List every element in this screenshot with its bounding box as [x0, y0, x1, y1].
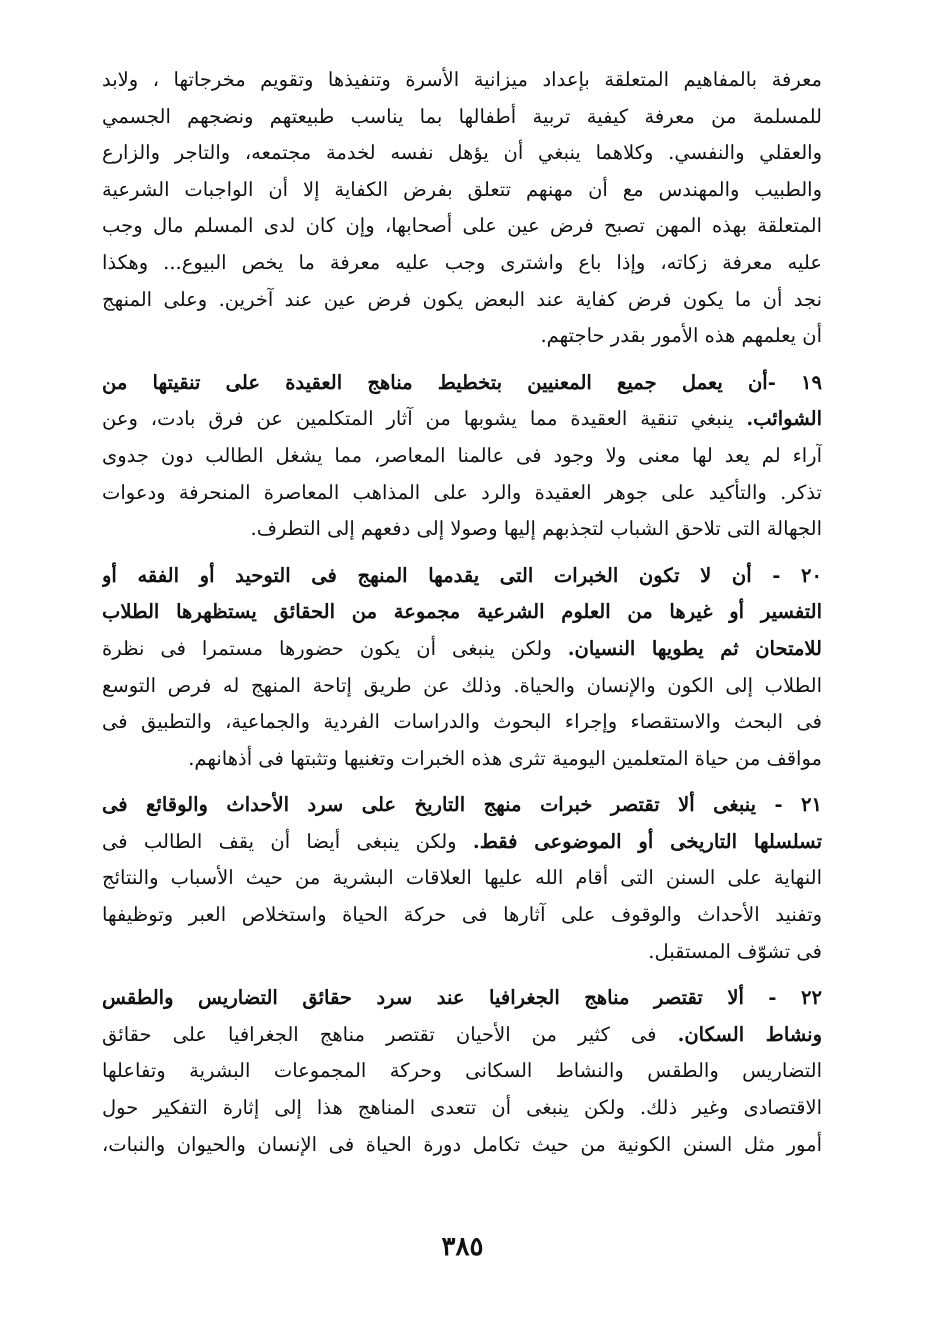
item-22-heading: ٢٢ - ألا تقتصر مناهج الجغرافيا عند سرد حقائق التضاريس والطقس [102, 986, 822, 1010]
item-21-text: ولكن ينبغى أيضا أن يقف الطالب فى [102, 829, 473, 853]
item-22-text: فى كثير من الأحيان تقتصر مناهج الجغرافيا على حقائق [102, 1022, 678, 1046]
item-20-heading-end: للامتحان ثم يطويها النسيان. [567, 636, 822, 660]
paragraph-gap [102, 970, 822, 980]
body-text [102, 62, 822, 1163]
text-line [102, 1017, 822, 1054]
item-19-text: ينبغي تنقية العقيدة مما يشوبها من آثار المتكلمين عن فرق بادت، وعن [102, 407, 747, 431]
item-20-heading: ٢٠ - أن لا تكون الخبرات التى يقدمها المنهج فى التوحيد أو الفقه أو [102, 563, 822, 587]
intro-paragraph [102, 62, 822, 355]
text-line: آراء لم يعد لها معنى ولا وجود فى عالمنا المعاصر، مما يشغل الطالب دون جدوى [102, 443, 822, 467]
item-19 [102, 365, 822, 548]
item-19-heading: ١٩ -أن يعمل جميع المعنيين بتخطيط مناهج العقيدة على تنقيتها من [102, 370, 822, 394]
item-22 [102, 980, 822, 1163]
text-line: والعقلي والنفسي. وكلاهما ينبغي أن يؤهل نفسه لخدمة مجتمعه، والتاجر والزارع [102, 141, 822, 165]
text-line: للمسلمة من معرفة كيفية تربية أطفالها بما يناسب طبيعتهم ونضجهم الجسمي [102, 104, 822, 128]
item-22-heading-end: ونشاط السكان. [677, 1022, 822, 1046]
text-line: نجد أن ما يكون فرض كفاية عند البعض يكون فرض عين عند آخرين. وعلى المنهج [102, 287, 822, 311]
text-line: الطلاب إلى الكون والإنسان والحياة. وذلك عن طريق إتاحة المنهج له فرص التوسع [102, 673, 822, 697]
text-line: فى تشوّف المستقبل. [648, 939, 822, 963]
text-line: وتفنيد الأحداث والوقوف على آثارها فى حركة الحياة واستخلاص العبر وتوظيفها [102, 903, 822, 927]
text-line: المتعلقة بهذه المهن تصبح فرض عين على أصحابها، وإن كان لدى المسلم مال وجب [102, 214, 822, 238]
item-19-heading-end: الشوائب. [746, 407, 822, 431]
item-20-text: ولكن ينبغى أن يكون حضورها مستمرا فى نظرة [102, 636, 568, 660]
paragraph-gap [102, 777, 822, 787]
paragraph-gap [102, 548, 822, 558]
item-21-heading: ٢١ - ينبغى ألا تقتصر خبرات منهج التاريخ على سرد الأحداث والوقائع فى [102, 793, 822, 817]
text-line: أمور مثل السنن الكونية من حيث تكامل دورة الحياة فى الإنسان والحيوان والنبات، [102, 1132, 822, 1156]
item-20 [102, 558, 822, 778]
text-line: الاقتصادى وغير ذلك. ولكن ينبغى أن تتعدى المناهج هذا إلى إثارة التفكير حول [102, 1096, 822, 1120]
item-21 [102, 787, 822, 970]
text-line: مواقف من حياة المتعلمين اليومية تثرى هذه الخبرات وتغنيها وتثبتها فى أذهانهم. [188, 746, 822, 770]
text-line [102, 824, 822, 861]
text-line: أن يعلمهم هذه الأمور بقدر حاجتهم. [540, 324, 822, 348]
text-line: والطبيب والمهندس مع أن مهنهم تتعلق بفرض الكفاية إلا أن الواجبات الشرعية [102, 177, 822, 201]
text-line: تذكر. والتأكيد على جوهر العقيدة والرد على المذاهب المعاصرة المنحرفة ودعوات [102, 480, 822, 504]
item-20-heading: التفسير أو غيرها من العلوم الشرعية مجموعة من الحقائق يستظهرها الطلاب [102, 600, 822, 624]
text-line: عليه معرفة زكاته، وإذا باع واشترى وجب عليه معرفة ما يخص البيوع... وهكذا [102, 250, 822, 274]
text-line: فى البحث والاستقصاء وإجراء البحوث والدراسات الفردية والجماعية، والتطبيق فى [102, 710, 822, 734]
text-line: النهاية على السنن التى أقام الله عليها العلاقات البشرية من حيث الأسباب والنتائج [102, 866, 822, 890]
text-line [102, 631, 822, 668]
page-number: ٣٨٥ [441, 1232, 484, 1262]
text-line [102, 401, 822, 438]
paragraph-gap [102, 355, 822, 365]
text-line: الجهالة التى تلاحق الشباب لتجذبهم إليها وصولا إلى دفعهم إلى التطرف. [250, 517, 822, 541]
item-21-heading-end: تسلسلها التاريخى أو الموضوعى فقط. [472, 829, 822, 853]
text-line: التضاريس والطقس والنشاط السكانى وحركة المجموعات البشرية وتفاعلها [102, 1059, 822, 1083]
text-line: معرفة بالمفاهيم المتعلقة بإعداد ميزانية الأسرة وتنفيذها وتقويم مخرجاتها ، ولابد [102, 68, 822, 91]
